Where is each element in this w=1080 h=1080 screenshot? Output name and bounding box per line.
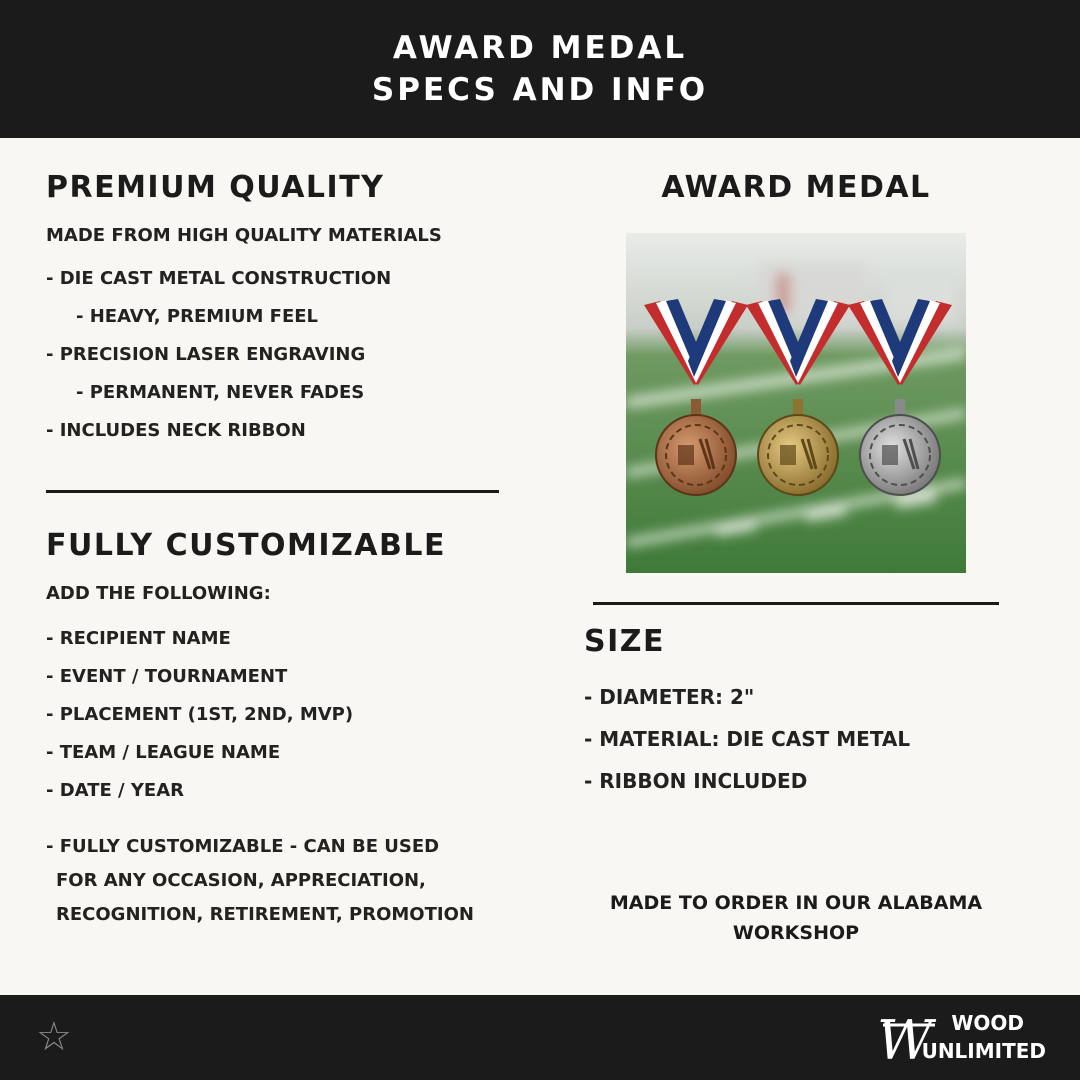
made-line-1: MADE TO ORDER IN OUR ALABAMA bbox=[609, 892, 983, 914]
note-line-2: FOR ANY OCCASION, APPRECIATION, bbox=[56, 870, 426, 891]
left-divider bbox=[46, 490, 499, 493]
list-item: - DIE CAST METAL CONSTRUCTION bbox=[46, 268, 392, 289]
header-banner bbox=[0, 0, 1080, 138]
premium-quality-intro: MADE FROM HIGH QUALITY MATERIALS bbox=[46, 225, 442, 246]
made-to-order-note bbox=[584, 888, 1008, 948]
list-item: - PERMANENT, NEVER FADES bbox=[76, 382, 365, 403]
list-item: - RIBBON INCLUDED bbox=[584, 769, 808, 793]
medal-photo-illustration bbox=[626, 233, 966, 573]
customization-note bbox=[46, 830, 516, 932]
logo-word-unlimited: UNLIMITED bbox=[921, 1039, 1046, 1063]
svg-text:W: W bbox=[877, 1009, 933, 1069]
fully-customizable-list bbox=[46, 628, 516, 818]
premium-quality-list bbox=[46, 268, 506, 458]
made-line-2: WORKSHOP bbox=[732, 922, 860, 944]
list-item: - PLACEMENT (1ST, 2ND, MVP) bbox=[46, 704, 354, 725]
footer-bar bbox=[0, 995, 1080, 1080]
award-medal-heading: AWARD MEDAL bbox=[661, 170, 931, 205]
list-item: - TEAM / LEAGUE NAME bbox=[46, 742, 281, 763]
size-heading: SIZE bbox=[584, 624, 666, 659]
list-item: - EVENT / TOURNAMENT bbox=[46, 666, 288, 687]
list-item: - INCLUDES NECK RIBBON bbox=[46, 420, 306, 441]
note-line-3: RECOGNITION, RETIREMENT, PROMOTION bbox=[56, 904, 474, 925]
header-title-line-1: AWARD MEDAL bbox=[392, 30, 688, 66]
list-item: - DATE / YEAR bbox=[46, 780, 185, 801]
note-line-1: - FULLY CUSTOMIZABLE - CAN BE USED bbox=[46, 836, 440, 857]
logo-wordmark bbox=[922, 1009, 1046, 1065]
list-item: - PRECISION LASER ENGRAVING bbox=[46, 344, 366, 365]
list-item: - RECIPIENT NAME bbox=[46, 628, 231, 649]
premium-quality-section bbox=[46, 170, 506, 458]
medal-photo bbox=[626, 233, 966, 573]
logo-word-wood: WOOD bbox=[951, 1011, 1024, 1035]
size-list bbox=[584, 685, 1024, 811]
fully-customizable-section bbox=[46, 528, 516, 818]
list-item: - HEAVY, PREMIUM FEEL bbox=[76, 306, 319, 327]
fully-customizable-intro: ADD THE FOLLOWING: bbox=[46, 583, 271, 604]
right-divider bbox=[593, 602, 999, 605]
star-icon: ☆ bbox=[36, 1014, 72, 1060]
size-section bbox=[584, 624, 1024, 811]
list-item: - DIAMETER: 2" bbox=[584, 685, 755, 709]
fully-customizable-heading: FULLY CUSTOMIZABLE bbox=[46, 528, 446, 563]
premium-quality-heading: PREMIUM QUALITY bbox=[46, 170, 385, 205]
list-item: - MATERIAL: DIE CAST METAL bbox=[584, 727, 911, 751]
header-title-line-2: SPECS AND INFO bbox=[371, 72, 709, 108]
